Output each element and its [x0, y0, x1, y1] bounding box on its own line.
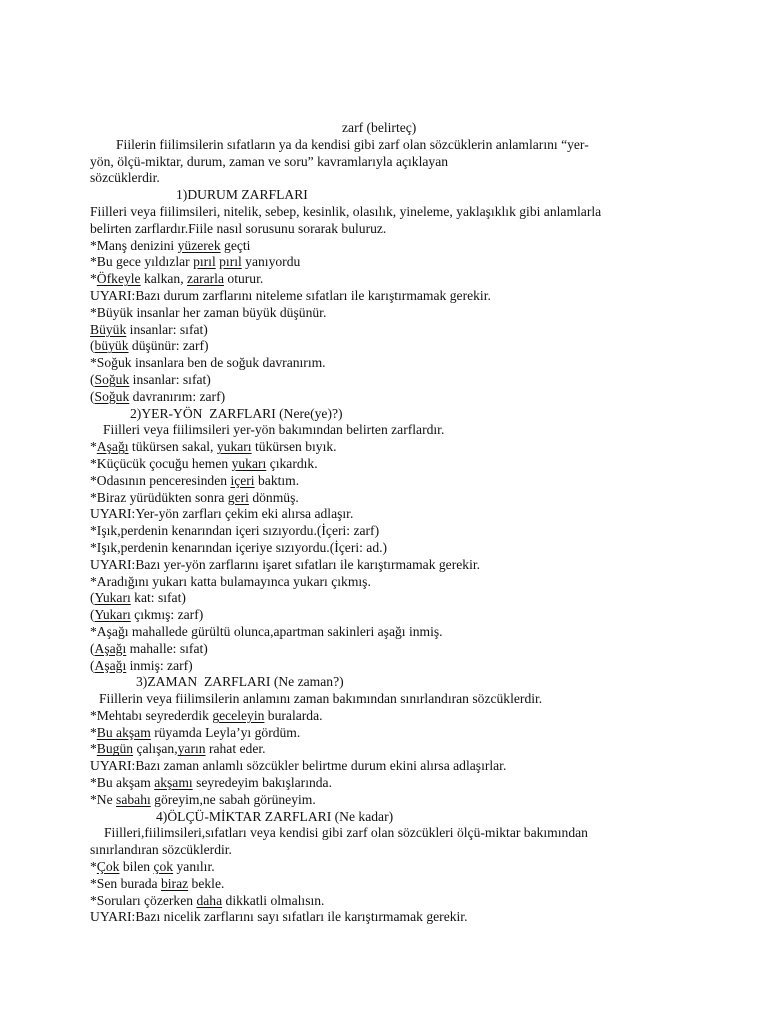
intro-line-2: yön, ölçü-miktar, durum, zaman ve soru” kavramlarıyla açıklayan	[90, 153, 449, 169]
underlined-word: daha	[196, 892, 223, 908]
durum-example-4: *Büyük insanlar her zaman büyük düşünür.	[90, 304, 327, 320]
durum-example-2: *Bu gece yıldızlar pırıl pırıl yanıyordu	[90, 254, 301, 270]
olcu-warning: UYARI:Bazı nicelik zarflarını sayı sıfatları ile karıştırmamak gerekir.	[90, 909, 468, 925]
underlined-word: biraz	[160, 875, 189, 891]
heading-zaman-zarflari: 3)ZAMAN ZARFLARI (Ne zaman?)	[136, 674, 344, 690]
durum-note-3: (Soğuk insanlar: sıfat)	[90, 371, 211, 387]
zaman-example-3: *Bugün çalışan,yarın rahat eder.	[90, 741, 266, 757]
underlined-word: içeri	[230, 472, 255, 488]
underlined-word: akşamı	[154, 775, 193, 791]
yeryon-example-1: *Aşağı tükürsen sakal, yukarı tükürsen bıyık.	[90, 439, 337, 455]
yeryon-warning-1: UYARI:Yer-yön zarfları çekim eki alırsa adlaşır.	[90, 506, 354, 522]
underlined-word: Soğuk	[94, 388, 130, 404]
underlined-word: Büyük	[90, 321, 127, 337]
underlined-word: yukarı	[216, 439, 252, 455]
underlined-word: geri	[227, 489, 249, 505]
underlined-word: çok	[153, 859, 174, 875]
yeryon-note-4: (Aşağı inmiş: zarf)	[90, 657, 193, 673]
yeryon-desc: Fiilleri veya fiilimsileri yer-yön bakımından belirten zarflardır.	[103, 422, 445, 438]
underlined-word: Yukarı	[94, 607, 131, 623]
olcu-example-2: *Sen burada biraz bekle.	[90, 875, 225, 891]
underlined-word: Soğuk	[94, 371, 130, 387]
heading-durum-zarflari: 1)DURUM ZARFLARI	[176, 187, 308, 203]
underlined-word: Öfkeyle	[96, 271, 141, 287]
underlined-word: pırıl	[193, 254, 216, 270]
zaman-example-2: *Bu akşam rüyamda Leyla’yı gördüm.	[90, 724, 301, 740]
yeryon-warning-2: UYARI:Bazı yer-yön zarflarını işaret sıfatları ile karıştırmamak gerekir.	[90, 556, 481, 572]
yeryon-example-4: *Biraz yürüdükten sonra geri dönmüş.	[90, 489, 299, 505]
zaman-example-5: *Ne sabahı göreyim,ne sabah görüneyim.	[90, 791, 316, 807]
underlined-word: zararla	[187, 271, 224, 287]
durum-note-1: Büyük insanlar: sıfat)	[90, 321, 208, 337]
durum-note-2: (büyük düşünür: zarf)	[90, 338, 209, 354]
intro-line-1: Fiilerin fiilimsilerin sıfatların ya da kendisi gibi zarf olan sözcüklerin anlamlarını “yer-	[116, 136, 589, 152]
underlined-word: geceleyin	[212, 707, 265, 723]
zaman-warning: UYARI:Bazı zaman anlamlı sözcükler belirtme durum ekini alırsa adlaşırlar.	[90, 758, 507, 774]
underlined-word: Çok	[96, 859, 120, 875]
underlined-word: sabahı	[116, 791, 151, 807]
olcu-example-3: *Soruları çözerken daha dikkatli olmalısın.	[90, 892, 325, 908]
yeryon-example-7: *Aradığını yukarı katta bulamayınca yukarı çıkmış.	[90, 573, 371, 589]
yeryon-example-6: *Işık,perdenin kenarından içeriye sızıyordu.(İçeri: ad.)	[90, 539, 388, 555]
olcu-desc-line-1: Fiilleri,fiilimsileri,sıfatları veya kendisi gibi zarf olan sözcükleri ölçü-miktar bakımından	[104, 825, 588, 841]
underlined-word: yarın	[177, 741, 206, 757]
yeryon-example-2: *Küçücük çocuğu hemen yukarı çıkardık.	[90, 455, 318, 471]
underlined-word: yüzerek	[177, 237, 221, 253]
intro-line-3: sözcüklerdir.	[90, 170, 160, 186]
underlined-word: Aşağı	[96, 439, 129, 455]
yeryon-example-8: *Aşağı mahallede gürültü olunca,apartman sakinleri aşağı inmiş.	[90, 623, 443, 639]
yeryon-note-1: (Yukarı kat: sıfat)	[90, 590, 186, 606]
durum-example-5: *Soğuk insanlara ben de soğuk davranırım.	[90, 355, 326, 371]
durum-example-1: *Manş denizini yüzerek geçti	[90, 237, 251, 253]
underlined-word: Bugün	[96, 741, 134, 757]
underlined-word: Aşağı	[94, 640, 127, 656]
yeryon-example-5: *Işık,perdenin kenarından içeri sızıyordu.(İçeri: zarf)	[90, 523, 380, 539]
yeryon-example-3: *Odasının penceresinden içeri baktım.	[90, 472, 300, 488]
heading-yer-yon-zarflari: 2)YER-YÖN ZARFLARI (Nere(ye)?)	[130, 405, 343, 421]
yeryon-note-2: (Yukarı çıkmış: zarf)	[90, 607, 204, 623]
durum-desc-line-1: Fiilleri veya fiilimsileri, nitelik, sebep, kesinlik, olasılık, yineleme, yaklaşıklık gibi anlamlarla	[90, 203, 602, 219]
olcu-example-1: *Çok bilen çok yanılır.	[90, 859, 215, 875]
durum-warning: UYARI:Bazı durum zarflarını niteleme sıfatları ile karıştırmamak gerekir.	[90, 287, 491, 303]
olcu-desc-line-2: sınırlandıran sözcüklerdir.	[90, 842, 232, 858]
heading-olcu-miktar-zarflari: 4)ÖLÇÜ-MİKTAR ZARFLARI (Ne kadar)	[156, 808, 394, 824]
durum-note-4: (Soğuk davranırım: zarf)	[90, 388, 226, 404]
durum-example-3: *Öfkeyle kalkan, zararla oturur.	[90, 271, 264, 287]
underlined-word: yukarı	[231, 455, 267, 471]
document-title: zarf (belirteç)	[342, 120, 417, 135]
underlined-word: Aşağı	[94, 657, 127, 673]
durum-desc-line-2: belirten zarflardır.Fiile nasıl sorusunu sorarak buluruz.	[90, 220, 387, 236]
underlined-word: büyük	[94, 338, 129, 354]
zaman-desc: Fiillerin veya fiilimsilerin anlamını zaman bakımından sınırlandıran sözcüklerdir.	[99, 691, 543, 707]
zaman-example-4: *Bu akşam akşamı seyredeyim bakışlarında.	[90, 775, 332, 791]
underlined-word: pırıl	[219, 254, 242, 270]
underlined-word: Yukarı	[94, 590, 131, 606]
yeryon-note-3: (Aşağı mahalle: sıfat)	[90, 640, 208, 656]
zaman-example-1: *Mehtabı seyrederdik geceleyin buralarda.	[90, 707, 323, 723]
underlined-word: Bu akşam	[96, 724, 151, 740]
